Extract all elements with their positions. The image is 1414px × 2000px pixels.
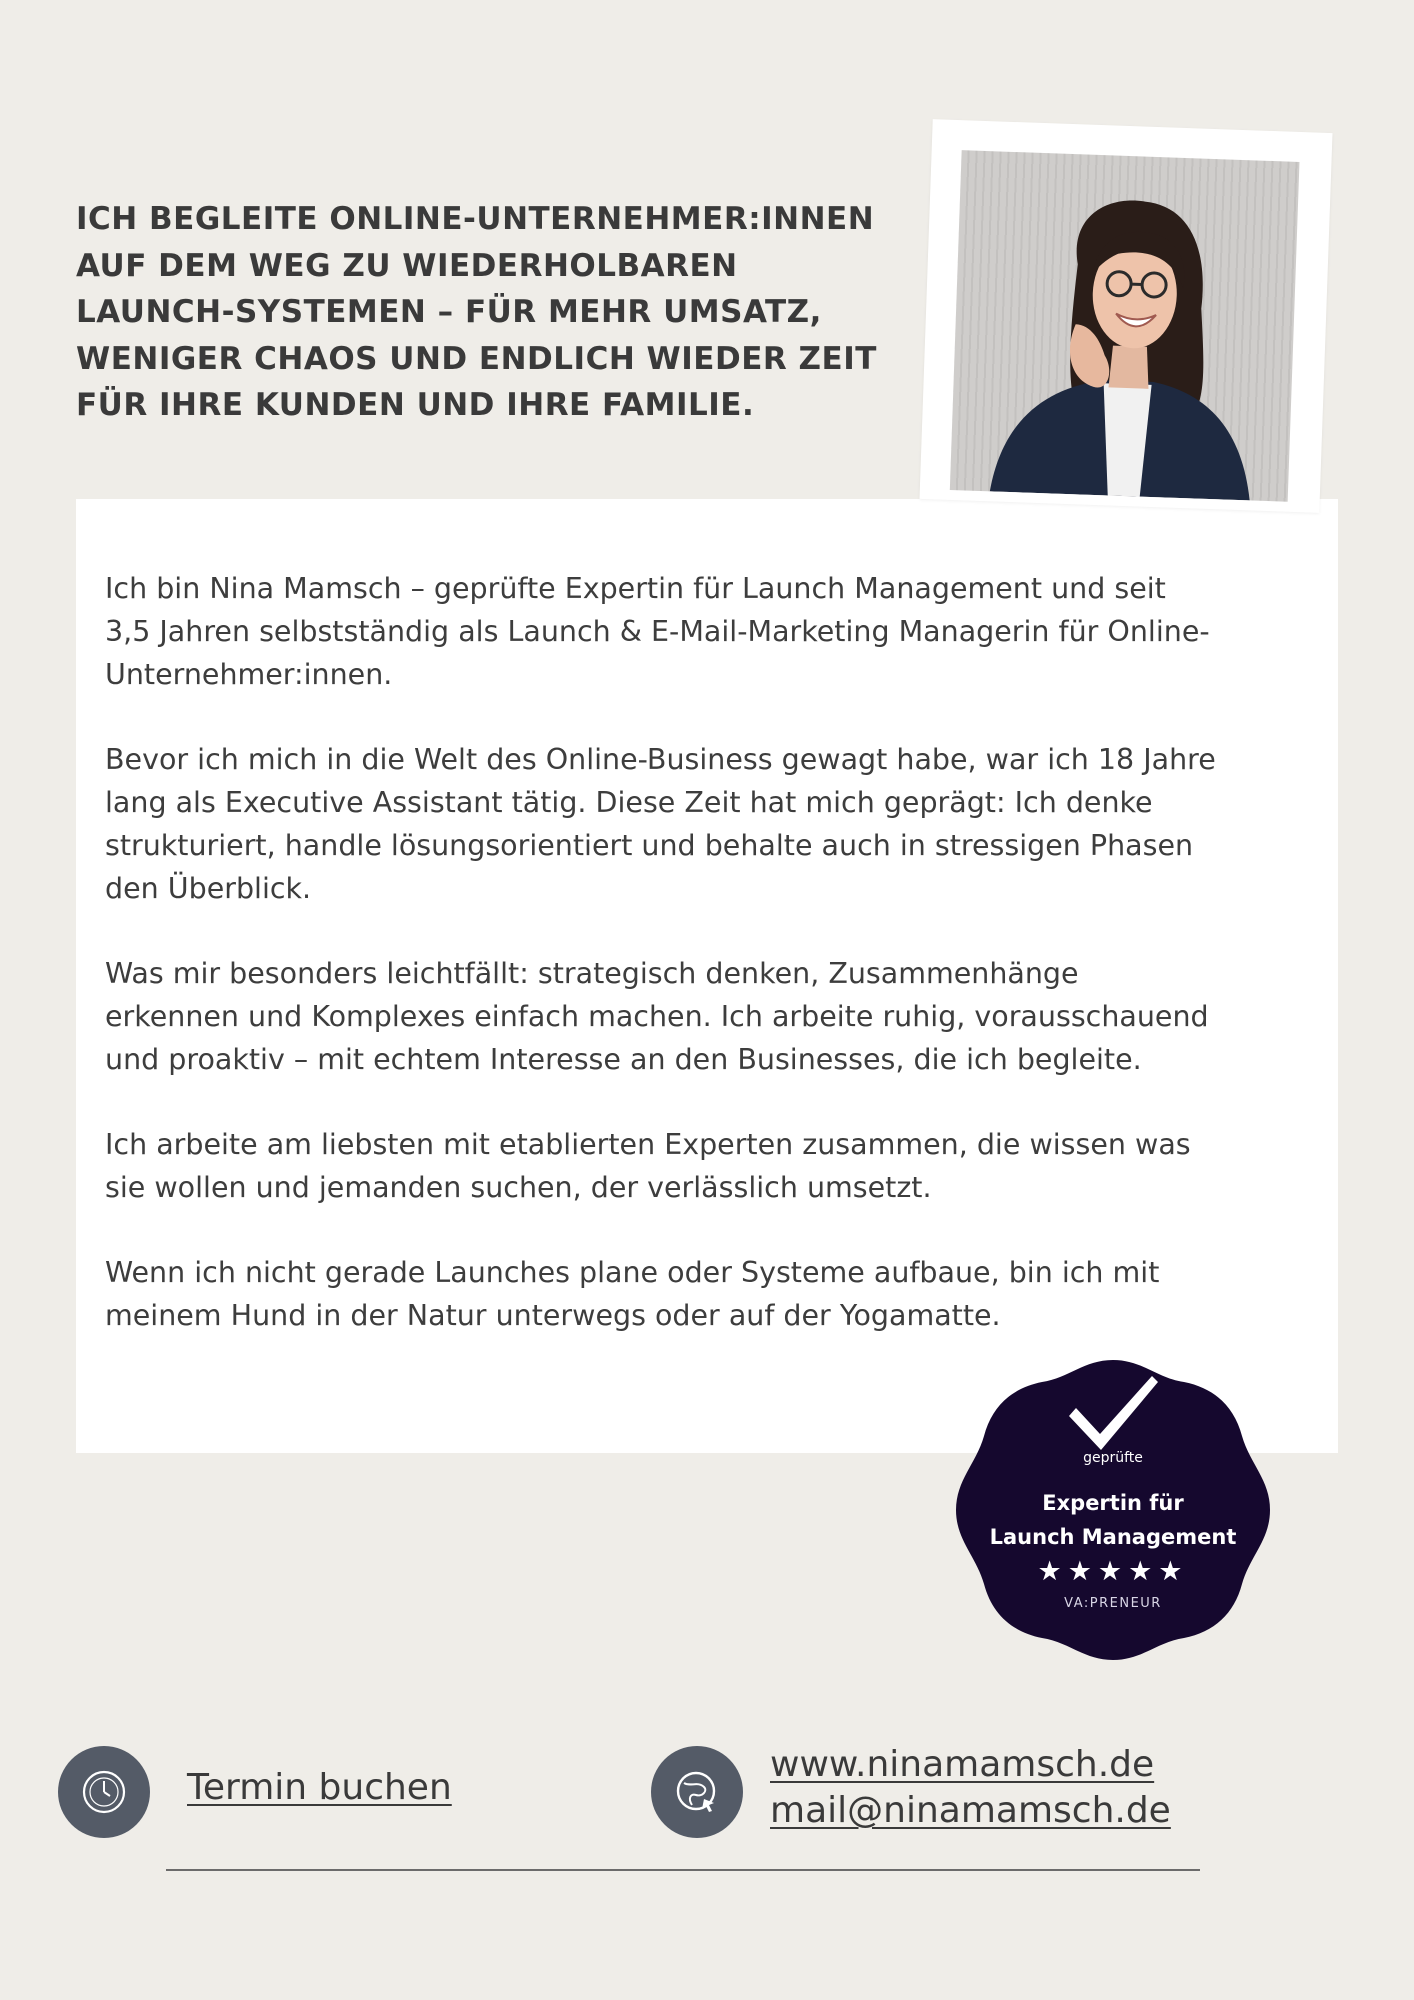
certification-badge — [952, 1350, 1274, 1670]
headline-line: FÜR IHRE KUNDEN UND IHRE FAMILIE. — [76, 387, 755, 423]
bio-line: lang als Executive Assistant tätig. Diese Zeit hat mich geprägt: Ich denke — [105, 786, 1153, 819]
bio-line: und proaktiv – mit echtem Interesse an den Businesses, die ich begleite. — [105, 1043, 1142, 1076]
bio-line: Ich arbeite am liebsten mit etablierten Experten zusammen, die wissen was — [105, 1128, 1191, 1161]
headline — [76, 196, 936, 429]
bio-paragraph — [105, 952, 1325, 1081]
headline-line: LAUNCH-SYSTEMEN – FÜR MEHR UMSATZ, — [76, 294, 822, 330]
email-link[interactable]: mail@ninamamsch.de — [770, 1790, 1171, 1831]
bio-line: Bevor ich mich in die Welt des Online-Business gewagt habe, war ich 18 Jahre — [105, 743, 1216, 776]
badge-brand: VA:PRENEUR — [1064, 1596, 1162, 1611]
headline-line: AUF DEM WEG ZU WIEDERHOLBAREN — [76, 247, 738, 284]
bio-paragraph — [105, 567, 1325, 696]
bio-paragraph — [105, 738, 1325, 910]
bio-paragraph — [105, 1123, 1325, 1209]
portrait-frame — [919, 119, 1332, 513]
bio-text — [105, 567, 1325, 1379]
bio-line: meinem Hund in der Natur unterwegs oder auf der Yogamatte. — [105, 1299, 1001, 1332]
bio-line: Wenn ich nicht gerade Launches plane oder Systeme aufbaue, bin ich mit — [105, 1256, 1160, 1289]
bio-line: 3,5 Jahren selbstständig als Launch & E-Mail-Marketing Managerin für Online- — [105, 615, 1210, 648]
bio-line: Ich bin Nina Mamsch – geprüfte Expertin für Launch Management und seit — [105, 572, 1166, 605]
badge-title-line: Expertin für — [1042, 1491, 1184, 1515]
badge-subtitle: geprüfte — [1083, 1450, 1143, 1466]
star-rating: ★★★★★ — [1037, 1556, 1189, 1587]
badge-title-line: Launch Management — [989, 1525, 1237, 1549]
bio-line: sie wollen und jemanden suchen, der verlässlich umsetzt. — [105, 1171, 932, 1204]
bio-line: strukturiert, handle lösungsorientiert und behalte auch in stressigen Phasen — [105, 829, 1194, 862]
bio-line: erkennen und Komplexes einfach machen. Ich arbeite ruhig, vorausschauend — [105, 1000, 1209, 1033]
bio-line: Unternehmer:innen. — [105, 658, 393, 691]
globe-icon[interactable] — [651, 1746, 743, 1838]
footer-divider — [166, 1869, 1200, 1871]
bio-paragraph — [105, 1251, 1325, 1337]
clock-icon[interactable] — [58, 1746, 150, 1838]
badge-title — [952, 1486, 1274, 1554]
portrait-photo — [950, 150, 1300, 502]
booking-link[interactable]: Termin buchen — [187, 1767, 452, 1808]
bio-line: Was mir besonders leichtfällt: strategisch denken, Zusammenhänge — [105, 957, 1079, 990]
headline-line: ICH BEGLEITE ONLINE-UNTERNEHMER:INNEN — [76, 201, 875, 237]
bio-line: den Überblick. — [105, 872, 312, 905]
website-link[interactable]: www.ninamamsch.de — [770, 1744, 1155, 1785]
headline-line: WENIGER CHAOS UND ENDLICH WIEDER ZEIT — [76, 340, 877, 377]
